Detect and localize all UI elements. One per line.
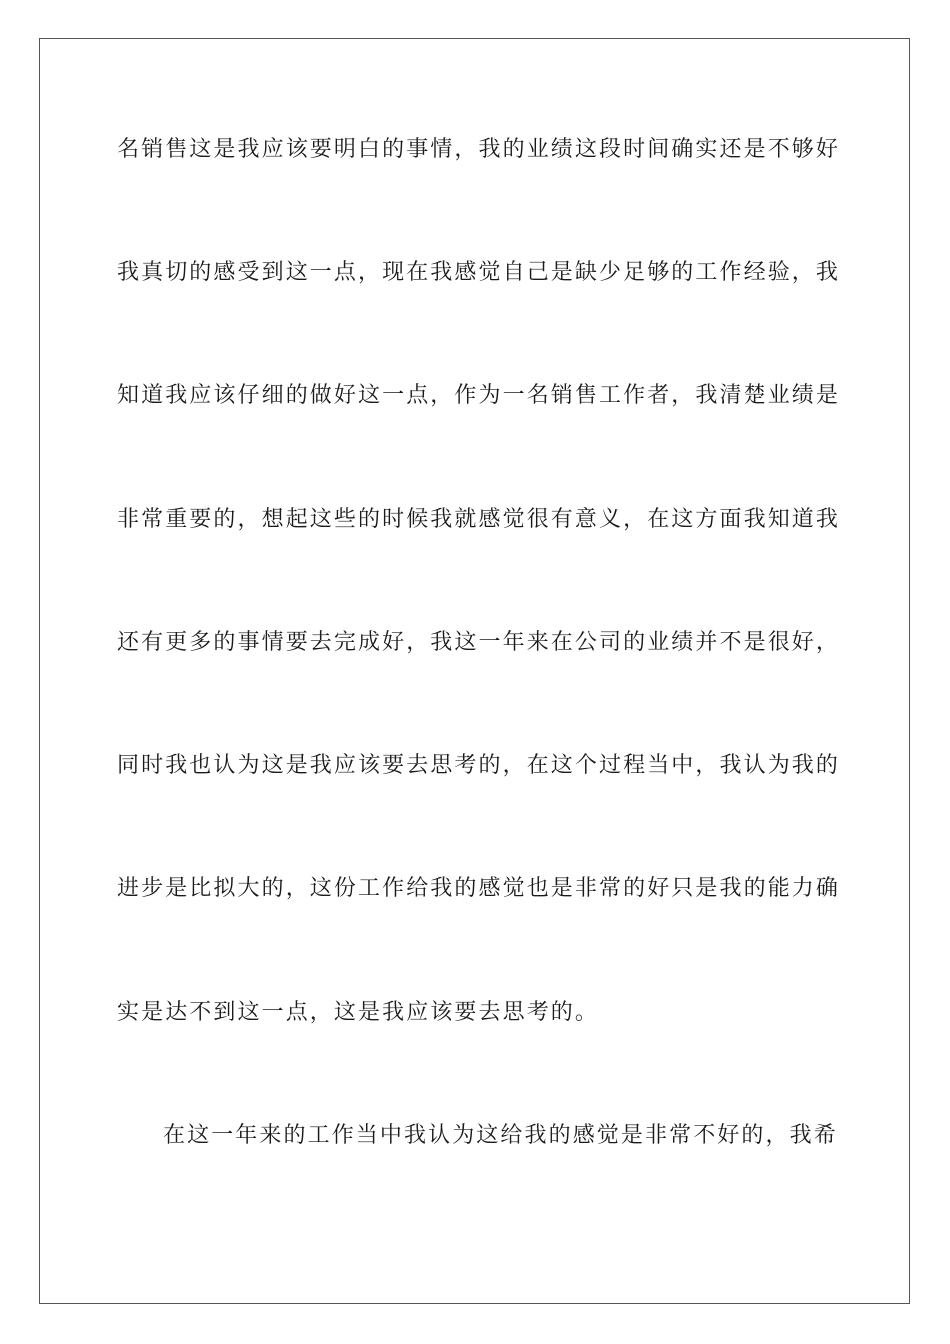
body-text-line: 知道我应该仔细的做好这一点，作为一名销售工作者，我清楚业绩是 [117, 383, 841, 408]
body-text-line: 进步是比拟大的，这份工作给我的感觉也是非常的好只是我的能力确 [117, 876, 841, 901]
body-text-line: 还有更多的事情要去完成好，我这一年来在公司的业绩并不是很好， [117, 630, 841, 655]
body-text-line: 实是达不到这一点，这是我应该要去思考的。 [117, 1000, 600, 1025]
body-text-line: 同时我也认为这是我应该要去思考的，在这个过程当中，我认为我的 [117, 753, 841, 778]
paragraph-first-line: 在这一年来的工作当中我认为这给我的感觉是非常不好的，我希 [163, 1123, 838, 1148]
body-text-line: 我真切的感受到这一点，现在我感觉自己是缺少足够的工作经验，我 [117, 260, 841, 285]
page-border [39, 38, 910, 1304]
body-text-line: 名销售这是我应该要明白的事情，我的业绩这段时间确实还是不够好 [117, 137, 841, 162]
body-text-line: 非常重要的，想起这些的时候我就感觉很有意义，在这方面我知道我 [117, 507, 841, 532]
